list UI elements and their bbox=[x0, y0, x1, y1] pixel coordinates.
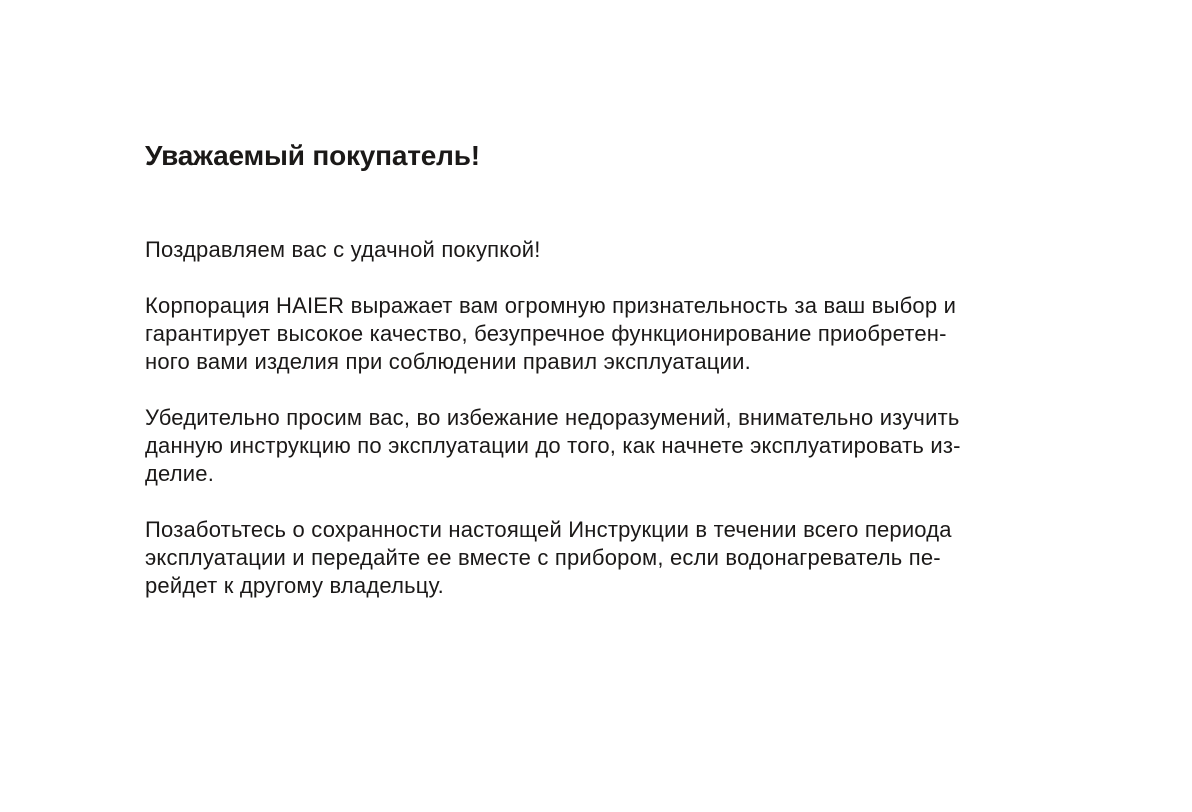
paragraph-read-instruction bbox=[145, 404, 1075, 488]
paragraph-congratulation bbox=[145, 236, 1075, 264]
text-line: гарантирует высокое качество, безупречное функционирование приобретен- bbox=[145, 321, 947, 346]
paragraph-gratitude bbox=[145, 292, 1075, 376]
text-line: Позаботьтесь о сохранности настоящей Инструкции в течении всего периода bbox=[145, 517, 952, 542]
text-line: данную инструкцию по эксплуатации до того, как начнете эксплуатировать из- bbox=[145, 433, 961, 458]
text-line: Корпорация HAIER выражает вам огромную признательность за ваш выбор и bbox=[145, 293, 957, 318]
text-line: делие. bbox=[145, 461, 215, 486]
text-line: ного вами изделия при соблюдении правил эксплуатации. bbox=[145, 349, 751, 374]
text-line: эксплуатации и передайте ее вместе с прибором, если водонагреватель пе- bbox=[145, 545, 941, 570]
page-content bbox=[145, 139, 1075, 600]
text-line: Поздравляем вас с удачной покупкой! bbox=[145, 237, 541, 262]
text-line: рейдет к другому владельцу. bbox=[145, 573, 444, 598]
paragraph-keep-instruction bbox=[145, 516, 1075, 600]
page-title: Уважаемый покупатель! bbox=[145, 140, 480, 171]
text-line: Убедительно просим вас, во избежание недоразумений, внимательно изучить bbox=[145, 405, 960, 430]
